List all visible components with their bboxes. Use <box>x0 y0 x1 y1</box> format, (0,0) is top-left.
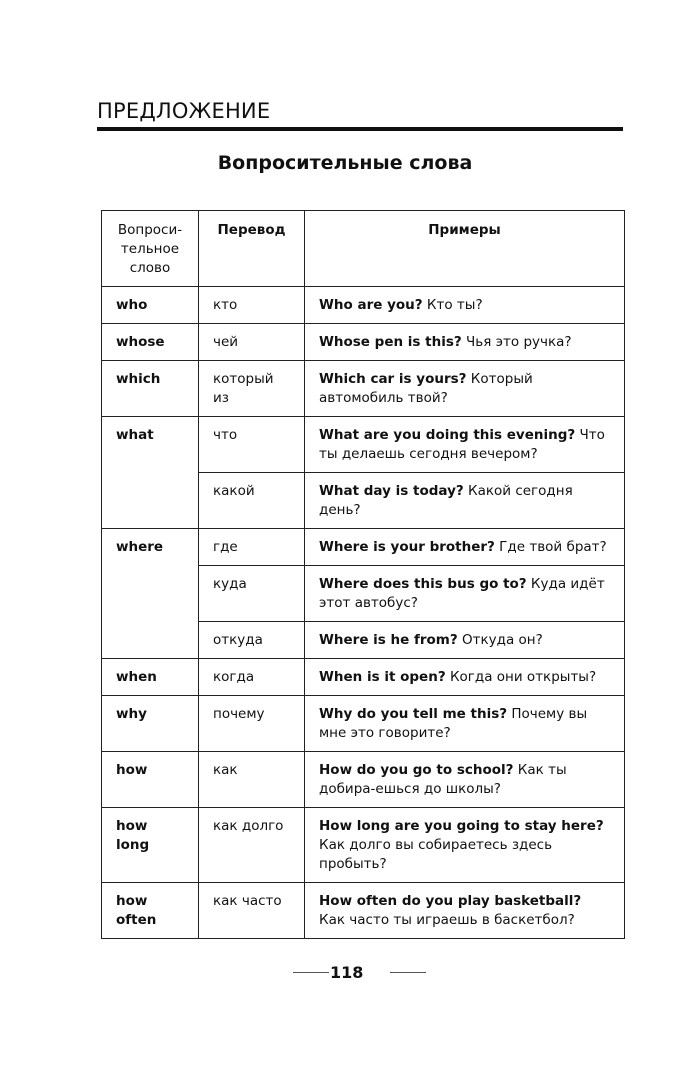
translation-cell: как долго <box>199 808 305 883</box>
translation-cell: где <box>199 529 305 566</box>
example-cell <box>305 808 625 883</box>
translation-cell: который из <box>199 361 305 417</box>
example-russian: Как часто ты играешь в баскетбол? <box>319 912 575 928</box>
example-english: How long are you going to stay here? <box>319 818 604 834</box>
page-header <box>97 98 623 124</box>
question-word-cell: where <box>102 529 199 659</box>
example-russian: Кто ты? <box>422 297 483 313</box>
table-title: Вопросительные слова <box>217 152 473 174</box>
example-russian: Чья это ручка? <box>461 334 572 350</box>
example-english: What day is today? <box>319 483 464 499</box>
example-russian: Откуда он? <box>457 632 543 648</box>
example-russian: Что ты делаешь сегодня вечером? <box>319 427 605 462</box>
translation-cell: куда <box>199 566 305 622</box>
question-words-table <box>101 210 625 939</box>
table-header-row <box>102 211 625 287</box>
translation-cell: кто <box>199 287 305 324</box>
translation-cell: какой <box>199 473 305 529</box>
question-word-cell: why <box>102 696 199 752</box>
example-english: How do you go to school? <box>319 762 514 778</box>
example-english: Where does this bus go to? <box>319 576 527 592</box>
example-cell <box>305 622 625 659</box>
example-english: Which car is yours? <box>319 371 467 387</box>
table-row <box>102 808 625 883</box>
question-word-cell: which <box>102 361 199 417</box>
example-cell <box>305 287 625 324</box>
example-russian: Какой сегодня день? <box>319 483 573 518</box>
question-word-cell: how often <box>102 883 199 939</box>
header-examples: Примеры <box>305 211 625 287</box>
table-row <box>102 752 625 808</box>
example-cell <box>305 473 625 529</box>
question-word-cell: when <box>102 659 199 696</box>
example-cell <box>305 566 625 622</box>
example-russian: Почему вы мне это говорите? <box>319 706 588 741</box>
example-cell <box>305 752 625 808</box>
translation-cell: что <box>199 417 305 473</box>
example-english: How often do you play basketball? <box>319 893 582 909</box>
page-number: 118 <box>330 963 364 982</box>
example-cell <box>305 529 625 566</box>
example-cell <box>305 324 625 361</box>
example-english: Who are you? <box>319 297 423 313</box>
table-row <box>102 361 625 417</box>
translation-cell: почему <box>199 696 305 752</box>
example-cell <box>305 417 625 473</box>
example-russian: Как долго вы собираетесь здесь пробыть? <box>319 837 553 872</box>
table-row <box>102 324 625 361</box>
table-row <box>102 883 625 939</box>
example-russian: Как ты добира-ешься до школы? <box>319 762 567 797</box>
footer-line-left <box>293 972 329 973</box>
translation-cell: когда <box>199 659 305 696</box>
header-question-word: Вопроси- тельное слово <box>102 211 199 287</box>
translation-cell: чей <box>199 324 305 361</box>
translation-cell: откуда <box>199 622 305 659</box>
example-english: Where is your brother? <box>319 539 495 555</box>
header-translation: Перевод <box>199 211 305 287</box>
header-rule <box>97 127 623 131</box>
question-word-cell: how <box>102 752 199 808</box>
example-cell <box>305 361 625 417</box>
example-english: Why do you tell me this? <box>319 706 508 722</box>
example-cell <box>305 659 625 696</box>
example-english: Whose pen is this? <box>319 334 462 350</box>
example-english: Where is he from? <box>319 632 458 648</box>
table-row <box>102 696 625 752</box>
question-word-cell: what <box>102 417 199 529</box>
example-cell <box>305 883 625 939</box>
question-word-cell: who <box>102 287 199 324</box>
footer-line-right <box>390 972 426 973</box>
question-word-cell: how long <box>102 808 199 883</box>
example-cell <box>305 696 625 752</box>
translation-cell: как <box>199 752 305 808</box>
table-row <box>102 529 625 566</box>
table-row <box>102 287 625 324</box>
example-english: When is it open? <box>319 669 446 685</box>
example-russian: Который автомобиль твой? <box>319 371 533 406</box>
table-row <box>102 417 625 473</box>
example-russian: Когда они открыты? <box>445 669 597 685</box>
example-russian: Где твой брат? <box>494 539 607 555</box>
example-russian: Куда идёт этот автобус? <box>319 576 605 611</box>
example-english: What are you doing this evening? <box>319 427 576 443</box>
question-word-cell: whose <box>102 324 199 361</box>
section-title: ПРЕДЛОЖЕНИЕ <box>97 99 271 123</box>
page-footer <box>0 962 690 984</box>
translation-cell: как часто <box>199 883 305 939</box>
table-row <box>102 659 625 696</box>
